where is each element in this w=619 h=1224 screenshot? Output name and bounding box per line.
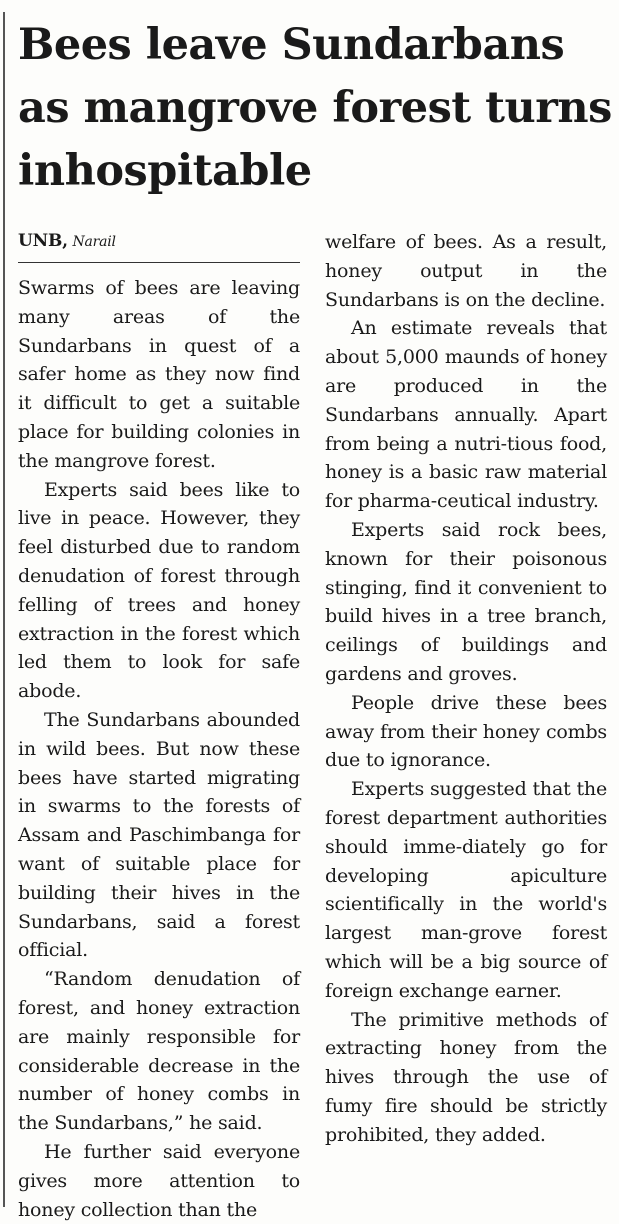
paragraph: welfare of bees. As a result, honey output in the Sundarbans is on the decline.	[325, 231, 607, 311]
paragraph: People drive these bees away from their honey combs due to ignorance.	[325, 691, 607, 772]
byline-place: Narail	[72, 234, 116, 250]
paragraph: Experts said rock bees, known for their poisonous stinging, find it convenient to build hives in a tree branch, ceilings of buildings and gardens and groves.	[325, 518, 607, 685]
headline: Bees leave Sundarbans as mangrove forest turns inhospitable	[18, 20, 612, 196]
paragraph: The Sundarbans abounded in wild bees. But now these bees have started migrating in swarms to the forests of Assam and Paschimbanga for want of suitable place for building their hives in the Sundarbans, said a forest official.	[18, 708, 300, 962]
paragraph: Swarms of bees are leaving many areas of the Sundarbans in quest of a safer home as they now find it difficult to get a suitable place for building colonies in the mangrove forest.	[18, 277, 300, 472]
paragraph: An estimate reveals that about 5,000 maunds of honey are produced in the Sundarbans annually. Apart from being a nutri-tious food, honey is a basic raw material for pharma-ceutical industry.	[325, 317, 607, 513]
paragraph: He further said everyone gives more attention to honey collection than the	[18, 1140, 300, 1221]
article-column-right	[325, 228, 607, 1150]
paragraph: Experts said bees like to live in peace. However, they feel disturbed due to random denudation of forest through felling of trees and honey extraction in the forest which led them to look for safe abode.	[18, 478, 300, 703]
paragraph: The primitive methods of extracting honey from the hives through the use of fumy fire should be strictly prohibited, they added.	[325, 1008, 607, 1146]
paragraph: “Random denudation of forest, and honey extraction are mainly responsible for considerable decrease in the number of honey combs in the Sundarbans,” he said.	[18, 968, 300, 1135]
byline-agency: UNB,	[18, 231, 68, 251]
article-column-left	[18, 226, 300, 1224]
column-rule	[3, 12, 5, 1207]
paragraph: Experts suggested that the forest department authorities should imme-diately go for developing apiculture scientifically in the world's largest man-grove forest which will be a big source of foreign exchange earner.	[325, 778, 607, 1002]
byline	[18, 230, 300, 263]
